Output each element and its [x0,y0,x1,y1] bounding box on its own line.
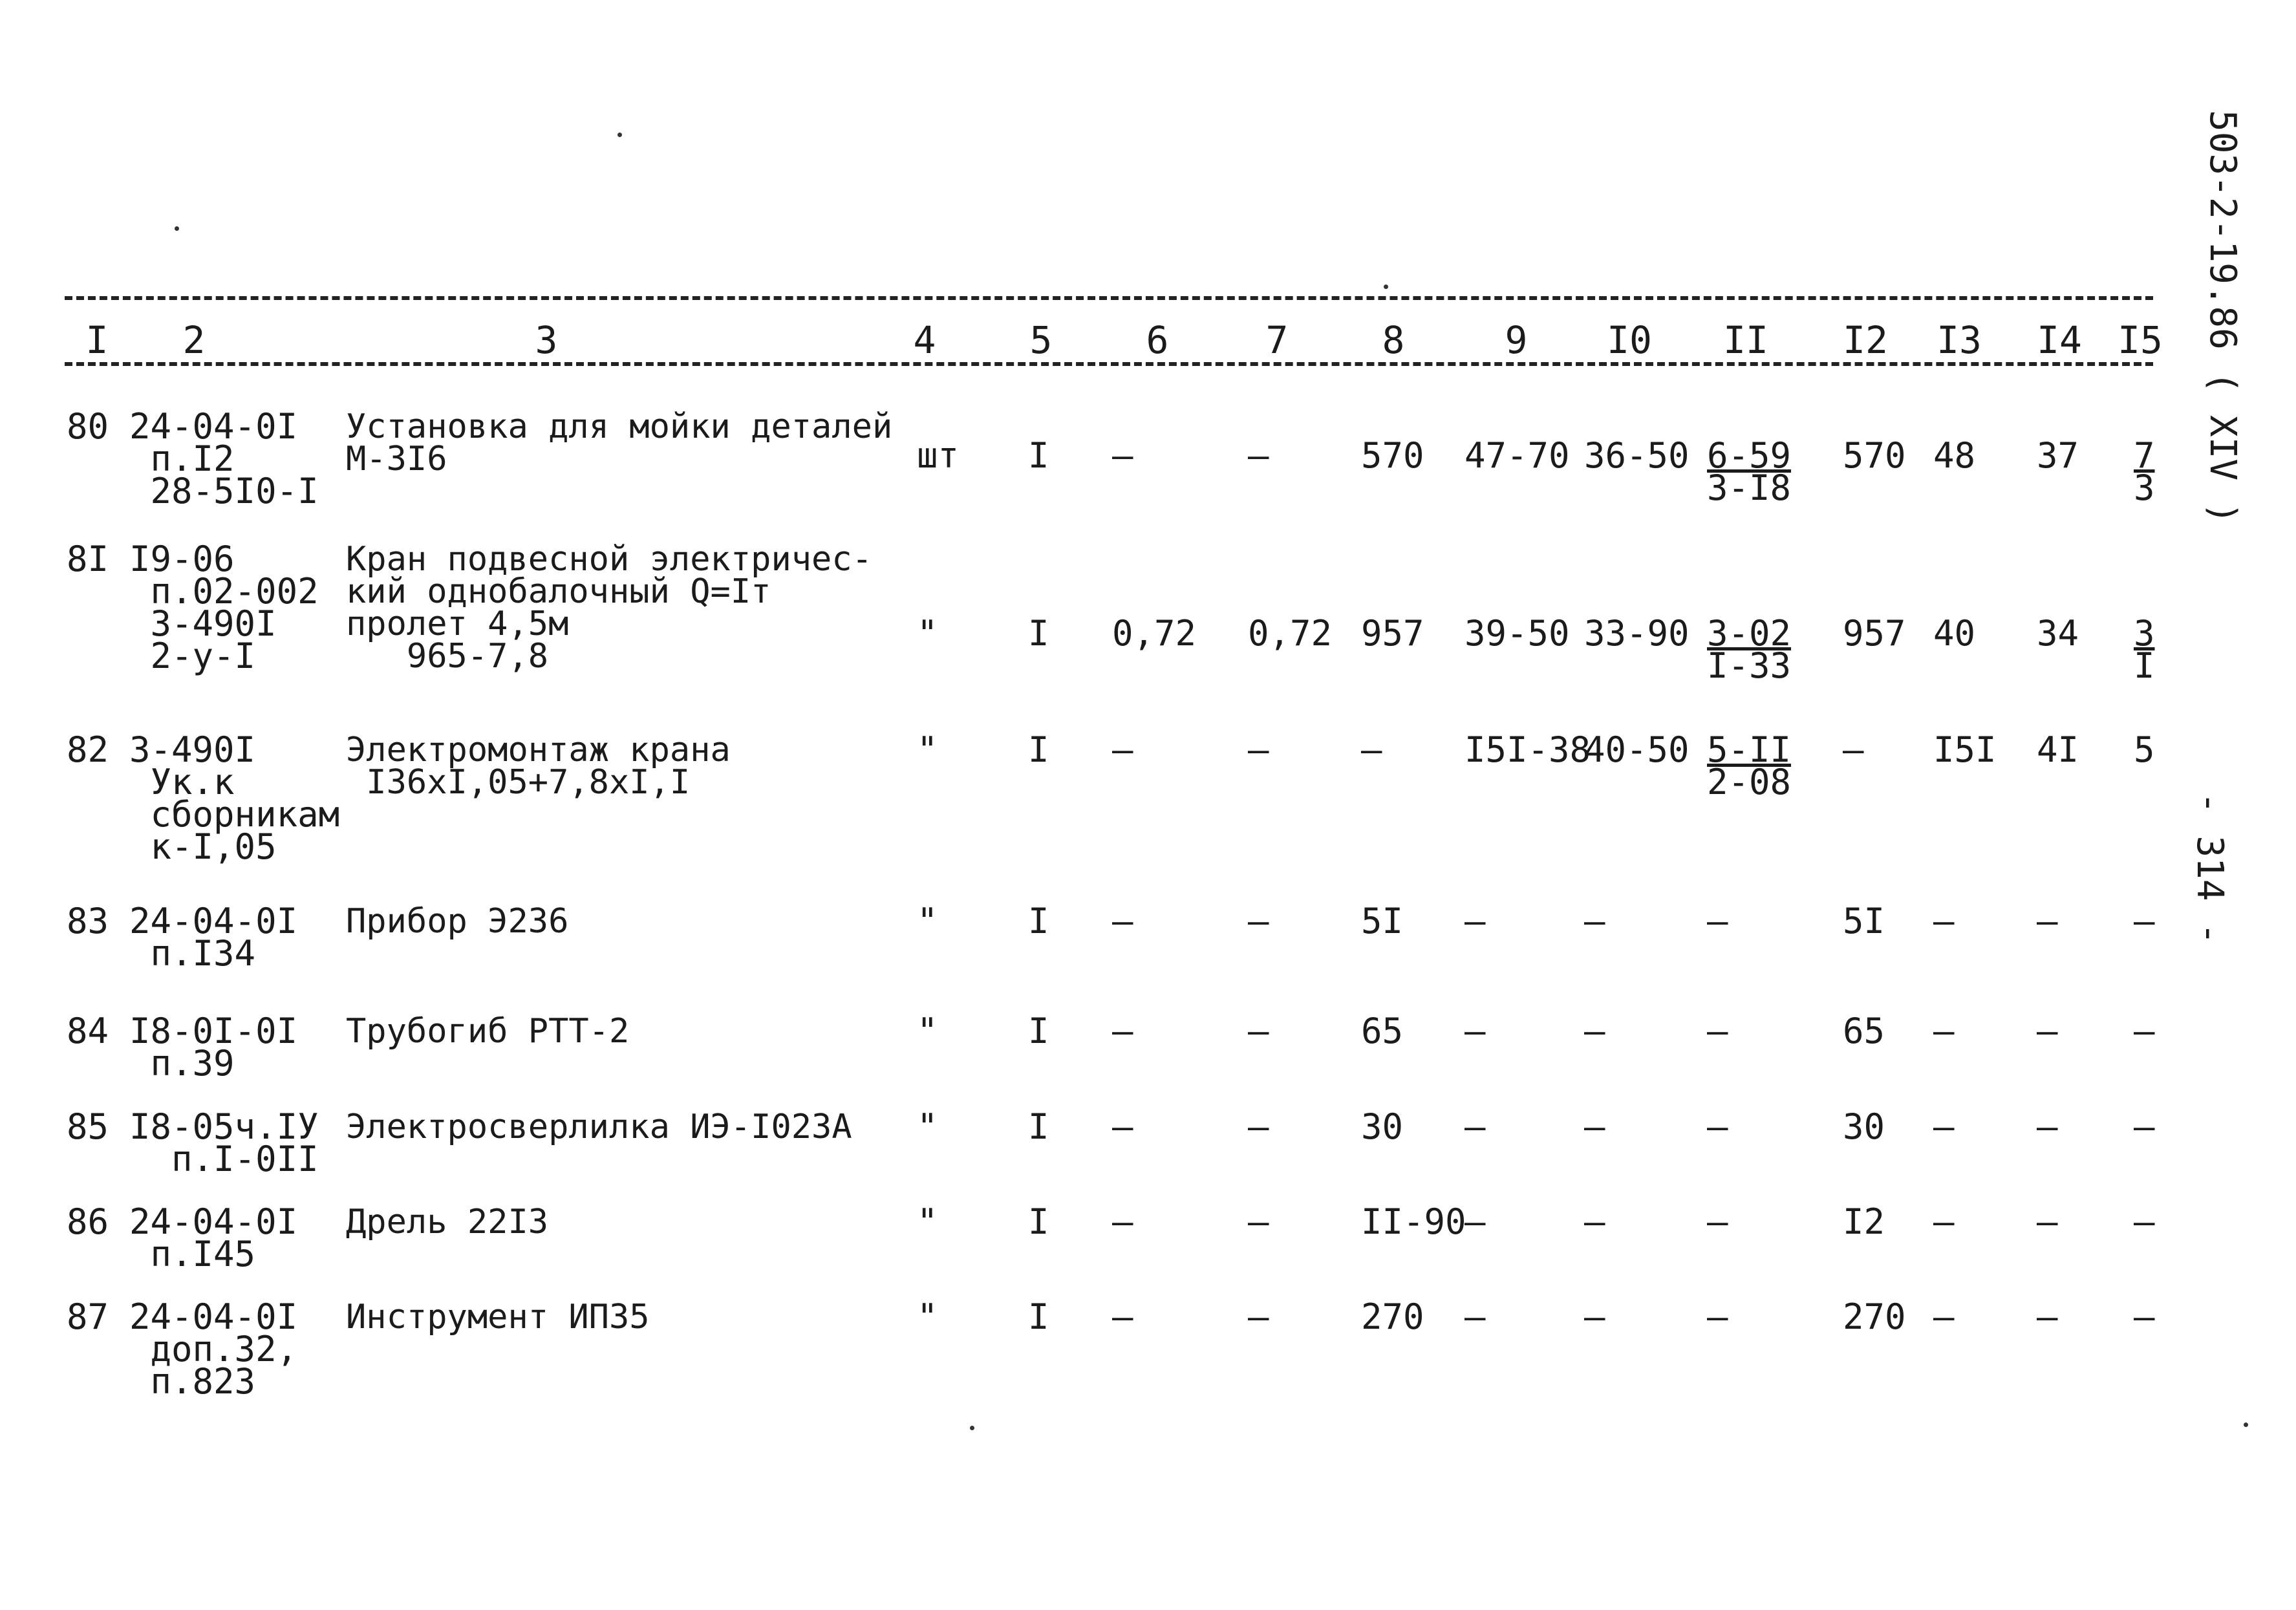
scan-speck [617,133,622,137]
fraction-top: – [1707,1011,1728,1051]
row-number: 83 [66,901,109,941]
fraction [1707,435,1792,508]
cell-col-13: – [1933,1296,1955,1337]
cell-col-12: 570 [1843,435,1906,476]
cell-col-14: – [2037,1106,2058,1147]
cell-col-7: – [1248,1106,1269,1147]
column-header: I4 [2037,318,2082,362]
unit: " [917,729,938,770]
row-number: 86 [66,1201,109,1242]
column-header: 5 [1029,318,1053,362]
cell-col-10: – [1584,1201,1605,1242]
cell-col-7: – [1248,729,1269,770]
column-header: 4 [913,318,936,362]
quantity: I [1028,435,1049,476]
unit: " [917,1296,938,1337]
cell-col-13: – [1933,901,1955,941]
cell-col-13: – [1933,1201,1955,1242]
unit: " [917,901,938,941]
cell-col-9: I5I-38 [1465,729,1591,770]
cell-col-8: 5I [1361,901,1404,941]
fraction-bottom: 3-I8 [1707,467,1792,508]
cell-col-12: 30 [1843,1106,1885,1147]
cell-col-15 [2134,729,2155,770]
cell-col-14: 34 [2037,613,2079,654]
fraction [1707,729,1792,802]
cell-col-12: 65 [1843,1011,1885,1051]
cell-col-11 [1707,901,1728,941]
row-number: 8I [66,539,109,579]
fraction-top: 6-59 [1707,435,1792,476]
fraction-top: 5 [2134,729,2155,770]
item-name: Кран подвесной электричес- кий однобалочный Q=Iт пролет 4,5м 965-7,8 [346,540,872,676]
fraction [2134,729,2155,770]
cell-col-14: 4I [2037,729,2079,770]
unit: " [917,1106,938,1147]
cell-col-15 [2134,1011,2155,1051]
cell-col-10: – [1584,1106,1605,1147]
reference-code: 24-04-0I п.I34 [129,901,298,974]
fraction [1707,1106,1728,1147]
fraction-top: 3-02 [1707,613,1792,654]
fraction [2134,613,2155,686]
cell-col-7: – [1248,1296,1269,1337]
fraction [2134,435,2155,508]
cell-col-8: 570 [1361,435,1424,476]
column-header: I [85,318,109,362]
column-header: 8 [1382,318,1405,362]
fraction-bottom: I-33 [1707,645,1792,686]
cell-col-12: 270 [1843,1296,1906,1337]
cell-col-15 [2134,1106,2155,1147]
cell-col-6: – [1112,1201,1133,1242]
cell-col-9: – [1465,1011,1486,1051]
cell-col-11 [1707,1201,1728,1242]
fraction [2134,1296,2155,1337]
column-header: 2 [182,318,206,362]
document-code: 503-2-19.86 ( XIV ) [2202,110,2244,524]
cell-col-10: 40-50 [1584,729,1690,770]
cell-col-13: I5I [1933,729,1997,770]
fraction-top: – [2134,1201,2155,1242]
fraction-top: – [1707,901,1728,941]
column-header: I3 [1937,318,1982,362]
fraction-top: – [2134,1296,2155,1337]
column-header: 3 [535,318,558,362]
fraction [1707,1296,1728,1337]
reference-code: 24-04-0I п.I2 28-5I0-I [129,406,319,511]
fraction-top: – [1707,1201,1728,1242]
cell-col-15 [2134,901,2155,941]
item-name: Трубогиб РТТ-2 [346,1012,630,1051]
cell-col-14: 37 [2037,435,2079,476]
column-header: I5 [2118,318,2163,362]
fraction-top: 7 [2134,435,2155,476]
item-name: Электросверлилка ИЭ-I023А [346,1108,852,1146]
item-name: Прибор Э236 [346,902,569,941]
scan-speck [2244,1422,2248,1427]
scan-speck [1384,284,1388,289]
fraction [1707,1011,1728,1051]
cell-col-11 [1707,1011,1728,1051]
cell-col-8: 30 [1361,1106,1404,1147]
cell-col-6: – [1112,1106,1133,1147]
cell-col-8: 65 [1361,1011,1404,1051]
cell-col-13: – [1933,1011,1955,1051]
reference-code: 24-04-0I доп.32, п.823 [129,1296,298,1402]
row-number: 85 [66,1106,109,1147]
cell-col-6: – [1112,901,1133,941]
fraction [2134,1106,2155,1147]
quantity: I [1028,613,1049,654]
cell-col-11 [1707,435,1792,508]
header-top-rule [65,296,2153,300]
cell-col-13: 48 [1933,435,1976,476]
column-header: 7 [1265,318,1289,362]
cell-col-7: – [1248,435,1269,476]
cell-col-14: – [2037,1201,2058,1242]
cell-col-12: – [1843,729,1864,770]
reference-code: I8-0I-0I п.39 [129,1011,298,1084]
row-number: 87 [66,1296,109,1337]
unit: шт [917,435,960,476]
item-name: Инструмент ИП35 [346,1298,650,1336]
cell-col-10: 36-50 [1584,435,1690,476]
fraction-top: – [2134,1011,2155,1051]
cell-col-7: – [1248,901,1269,941]
fraction-top: – [1707,1106,1728,1147]
cell-col-11 [1707,729,1792,802]
cell-col-7: – [1248,1201,1269,1242]
fraction-top: – [2134,901,2155,941]
page-number: - 314 - [2189,792,2231,945]
quantity: I [1028,1011,1049,1051]
unit: " [917,613,938,654]
cell-col-14: – [2037,901,2058,941]
cell-col-8: 270 [1361,1296,1424,1337]
column-header: 6 [1146,318,1169,362]
cell-col-10: – [1584,1011,1605,1051]
cell-col-15 [2134,1296,2155,1337]
fraction-bottom: I [2134,645,2155,686]
fraction [1707,1201,1728,1242]
scan-speck [175,226,179,231]
item-name: Установка для мойки деталей М-3I6 [346,407,893,478]
cell-col-6: – [1112,1296,1133,1337]
unit: " [917,1201,938,1242]
column-header: I0 [1607,318,1652,362]
cell-col-15 [2134,1201,2155,1242]
reference-code: I8-05ч.IУ п.I-0II [129,1106,319,1179]
cell-col-15 [2134,435,2155,508]
item-name: Электромонтаж крана I36хI,05+7,8хI,I [346,731,731,802]
column-header: II [1723,318,1768,362]
fraction-top: – [2134,1106,2155,1147]
quantity: I [1028,1106,1049,1147]
fraction-bottom: 3 [2134,467,2155,508]
cell-col-6: – [1112,1011,1133,1051]
item-name: Дрель 22I3 [346,1203,549,1241]
fraction-top: – [1707,1296,1728,1337]
fraction-bottom: 2-08 [1707,762,1792,802]
cell-col-8: – [1361,729,1382,770]
cell-col-9: – [1465,901,1486,941]
quantity: I [1028,729,1049,770]
cell-col-8: 957 [1361,613,1424,654]
unit: " [917,1011,938,1051]
cell-col-15 [2134,613,2155,686]
row-number: 80 [66,406,109,447]
scan-speck [970,1426,974,1430]
row-number: 84 [66,1011,109,1051]
cell-col-7: 0,72 [1248,613,1333,654]
cell-col-11 [1707,1296,1728,1337]
cell-col-14: – [2037,1011,2058,1051]
column-header: I2 [1843,318,1888,362]
cell-col-6: – [1112,435,1133,476]
cell-col-11 [1707,613,1792,686]
cell-col-7: – [1248,1011,1269,1051]
reference-code: 3-490I Ук.к сборникам к-I,05 [129,729,340,867]
cell-col-10: 33-90 [1584,613,1690,654]
cell-col-12: 5I [1843,901,1885,941]
cell-col-12: I2 [1843,1201,1885,1242]
cell-col-9: 39-50 [1465,613,1570,654]
fraction [2134,901,2155,941]
cell-col-9: – [1465,1106,1486,1147]
cell-col-10: – [1584,901,1605,941]
cell-col-14: – [2037,1296,2058,1337]
cell-col-9: – [1465,1296,1486,1337]
cell-col-6: 0,72 [1112,613,1197,654]
reference-code: I9-06 п.02-002 3-490I 2-у-I [129,539,319,676]
fraction [2134,1201,2155,1242]
cell-col-11 [1707,1106,1728,1147]
fraction [2134,1011,2155,1051]
fraction-top: 5-II [1707,729,1792,770]
column-header: 9 [1505,318,1528,362]
quantity: I [1028,1201,1049,1242]
header-bottom-rule [65,362,2153,366]
reference-code: 24-04-0I п.I45 [129,1201,298,1274]
cell-col-10: – [1584,1296,1605,1337]
quantity: I [1028,1296,1049,1337]
cell-col-9: 47-70 [1465,435,1570,476]
fraction [1707,901,1728,941]
cell-col-8: II-90 [1361,1201,1466,1242]
quantity: I [1028,901,1049,941]
fraction-top: 3 [2134,613,2155,654]
cell-col-9: – [1465,1201,1486,1242]
cell-col-12: 957 [1843,613,1906,654]
fraction [1707,613,1792,686]
cell-col-13: 40 [1933,613,1976,654]
cell-col-6: – [1112,729,1133,770]
row-number: 82 [66,729,109,770]
cell-col-13: – [1933,1106,1955,1147]
